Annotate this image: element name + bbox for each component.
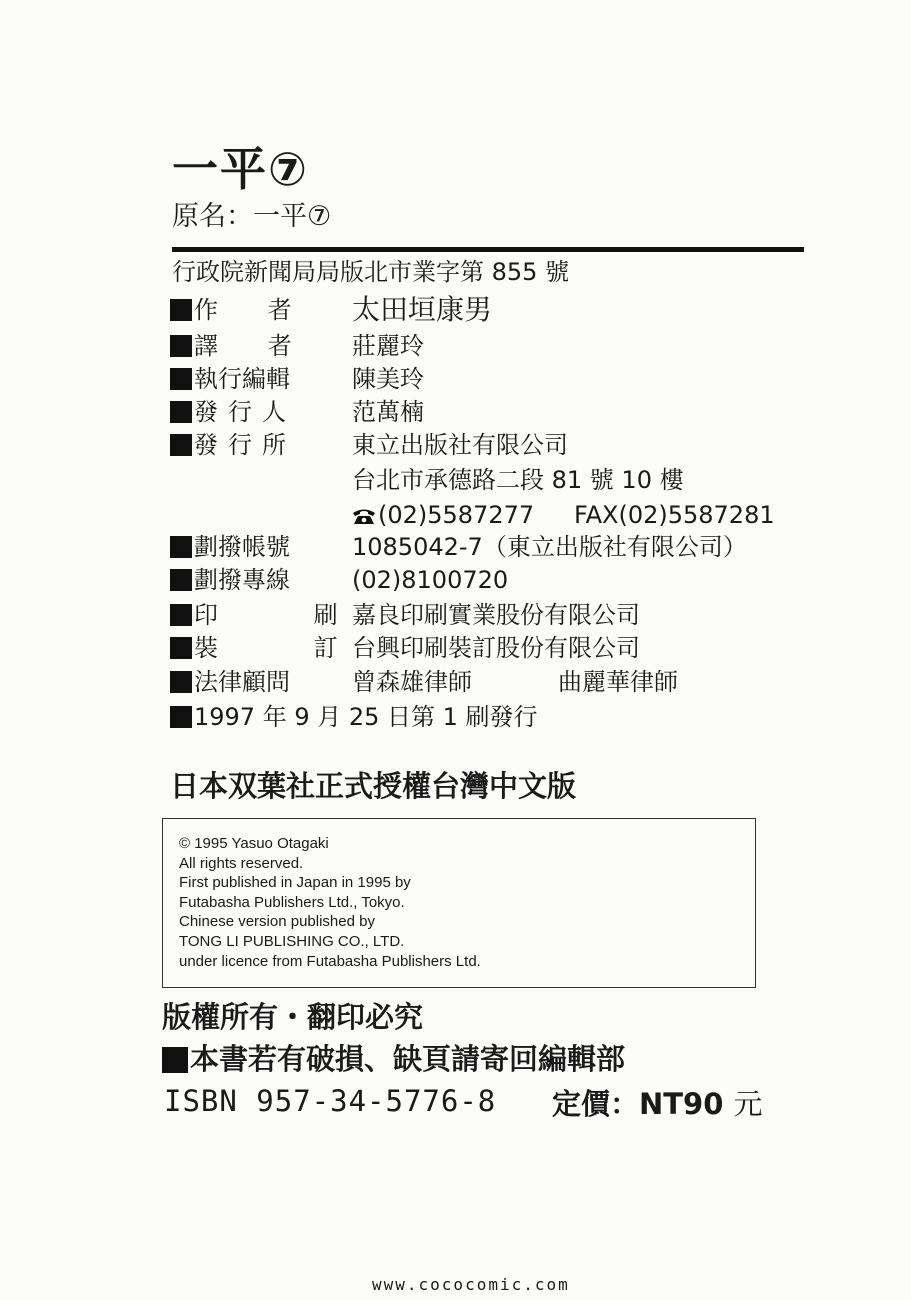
credit-value: 曾森雄律師 [352,668,472,696]
publisher-address: 台北市承德路二段 81 號 10 樓 [352,466,684,494]
credit-row-binder [170,634,640,662]
credit-label: 法律顧問 [194,668,290,696]
print-date-row [170,705,538,729]
credit-label: 作 者 [194,296,313,324]
credit-value: 嘉良印刷實業股份有限公司 [352,601,640,629]
copyright-line: © 1995 Yasuo Otagaki [179,835,329,852]
credit-row-author [170,293,493,326]
credit-value: 太田垣康男 [352,293,493,326]
website-watermark: www.cococomic.com [372,1275,570,1294]
credit-value: 范萬楠 [352,398,424,426]
bullet-square-icon [170,434,192,456]
credit-row-editor [170,365,424,393]
price-amount: 定價：NT90 [552,1087,724,1121]
credit-value: 莊麗玲 [352,332,424,360]
credit-value: (02)8100720 [352,566,509,594]
credit-label: 裝 訂 [194,634,382,662]
bullet-square-icon [170,401,192,423]
publisher-phone: (02)5587277 [378,501,535,529]
bullet-square-icon [170,569,192,591]
copyright-line: Futabasha Publishers Ltd., Tokyo. [179,893,405,911]
credit-row-publisher [170,398,424,426]
bullet-square-icon [170,604,192,626]
bullet-square-icon [162,1047,188,1073]
print-date: 1997 年 9 月 25 日第 1 刷發行 [194,703,538,731]
copyright-box [162,818,756,988]
credit-label: 印 刷 [194,601,382,629]
credit-value: 台興印刷裝訂股份有限公司 [352,634,640,662]
copyright-line: Chinese version published by [179,913,375,931]
bullet-square-icon [170,671,192,693]
bullet-square-icon [170,536,192,558]
license-statement: 日本双葉社正式授權台灣中文版 [170,769,577,803]
bullet-square-icon [170,299,192,321]
credit-row-legal [170,668,678,696]
bullet-square-icon [170,706,192,728]
title-divider [172,247,804,252]
credit-row-publishing-house [170,431,568,459]
publication-permit: 行政院新聞局局版北市業字第 855 號 [172,258,570,286]
bullet-square-icon [170,335,192,357]
credit-row-account [170,533,747,561]
telephone-icon [352,507,376,525]
credit-row-printer [170,601,640,629]
original-name: 原名：一平⑦ [172,201,332,232]
credit-label: 發行人 [194,398,296,426]
bullet-square-icon [170,637,192,659]
book-title: 一平⑦ [172,142,309,196]
damage-notice-row [162,1042,626,1076]
copyright-line: All rights reserved. [179,854,304,872]
bullet-square-icon [170,368,192,390]
price-unit: 元 [733,1087,763,1121]
credit-label: 劃撥帳號 [194,533,290,561]
credit-label: 發行所 [194,431,296,459]
credit-label: 執行編輯 [194,365,290,393]
copyright-line: First published in Japan in 1995 by [179,874,411,892]
credit-row-translator [170,332,424,360]
credit-row-hotline [170,566,509,594]
credit-label: 譯 者 [194,332,313,360]
credit-value-secondary: 曲麗華律師 [558,668,678,696]
rights-notice: 版權所有・翻印必究 [162,1000,424,1034]
credit-value: 陳美玲 [352,365,424,393]
credit-label: 劃撥專線 [194,566,290,594]
credit-value: 1085042-7（東立出版社有限公司） [352,533,747,561]
credit-value: 東立出版社有限公司 [352,431,568,459]
copyright-line: TONG LI PUBLISHING CO., LTD. [179,932,405,950]
copyright-line: under licence from Futabasha Publishers Ltd. [179,952,481,970]
isbn: ISBN 957-34-5776-8 [164,1084,497,1118]
publisher-contact [352,501,775,529]
damage-notice: 本書若有破損、缺頁請寄回編輯部 [190,1042,626,1076]
price [552,1087,763,1121]
publisher-fax: FAX(02)5587281 [574,501,775,529]
